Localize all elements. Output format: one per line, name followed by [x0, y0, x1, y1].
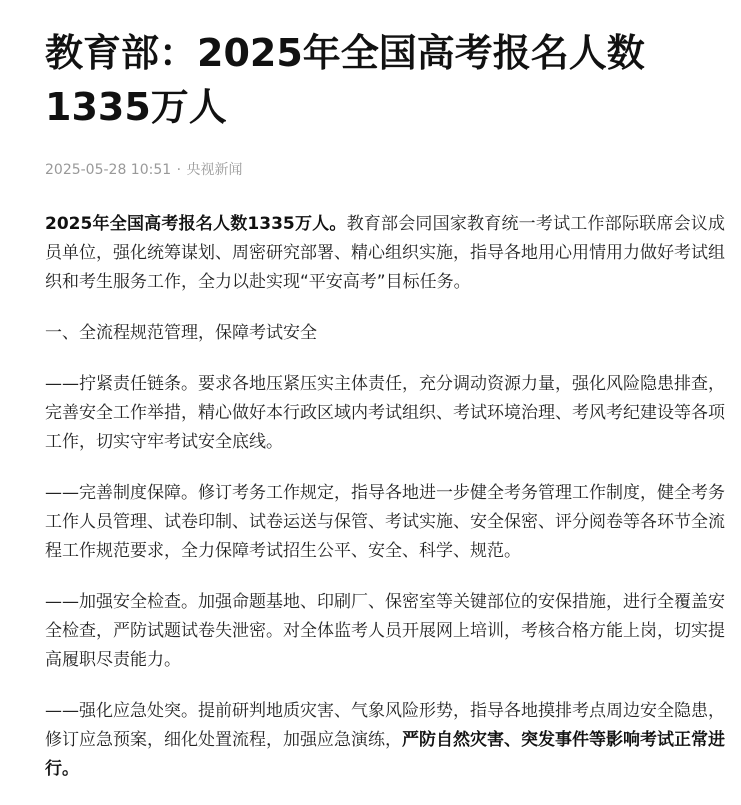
paragraph-text: ——加强安全检查。加强命题基地、印刷厂、保密室等关键部位的安保措施，进行全覆盖安全检查，严防试题试卷失泄密。对全体监考人员开展网上培训，考核合格方能上岗，切实提高履职尽责能力。: [45, 592, 725, 670]
publish-date: 2025-05-28 10:51: [45, 162, 172, 178]
paragraph-text: ——强化应急处突。提前研判地质灾害、气象风险形势，指导各地摸排考点周边安全隐患，修订应急预案，细化处置流程，加强应急演练，: [45, 701, 725, 750]
paragraph-intro: [45, 210, 725, 297]
article-title: 教育部：2025年全国高考报名人数1335万人: [45, 31, 645, 129]
paragraph-text: ——完善制度保障。修订考务工作规定，指导各地进一步健全考务管理工作制度，健全考务工作人员管理、试卷印制、试卷运送与保管、考试实施、安全保密、评分阅卷等各环节全流程工作规范要求，全力保障考试招生公平、安全、科学、规范。: [45, 483, 725, 561]
meta-separator: ·: [176, 162, 182, 178]
section-heading: [45, 319, 725, 348]
paragraph-text: 一、全流程规范管理，保障考试安全: [45, 323, 317, 343]
article-meta: [45, 160, 725, 180]
paragraph-inspection: [45, 588, 725, 675]
paragraph-system: [45, 479, 725, 566]
news-source: 央视新闻: [186, 162, 243, 178]
paragraph-text: ——拧紧责任链条。要求各地压紧压实主体责任，充分调动资源力量，强化风险隐患排查，完善安全工作举措，精心做好本行政区域内考试组织、考试环境治理、考风考纪建设等各项工作，切实守牢考试安全底线。: [45, 374, 725, 452]
paragraph-tail-bold: 严防自然灾害、突发事件等影响考试正常进行。: [45, 730, 725, 779]
paragraph-text: 教育部会同国家教育统一考试工作部际联席会议成员单位，强化统筹谋划、周密研究部署、精心组织实施，指导各地用心用情用力做好考试组织和考生服务工作，全力以赴实现“平安高考”目标任务。: [45, 214, 725, 292]
paragraph-lead-bold: 2025年全国高考报名人数1335万人。: [45, 214, 347, 234]
paragraph-emergency: [45, 697, 725, 784]
article-body: [45, 210, 725, 784]
paragraph-responsibility: [45, 370, 725, 457]
